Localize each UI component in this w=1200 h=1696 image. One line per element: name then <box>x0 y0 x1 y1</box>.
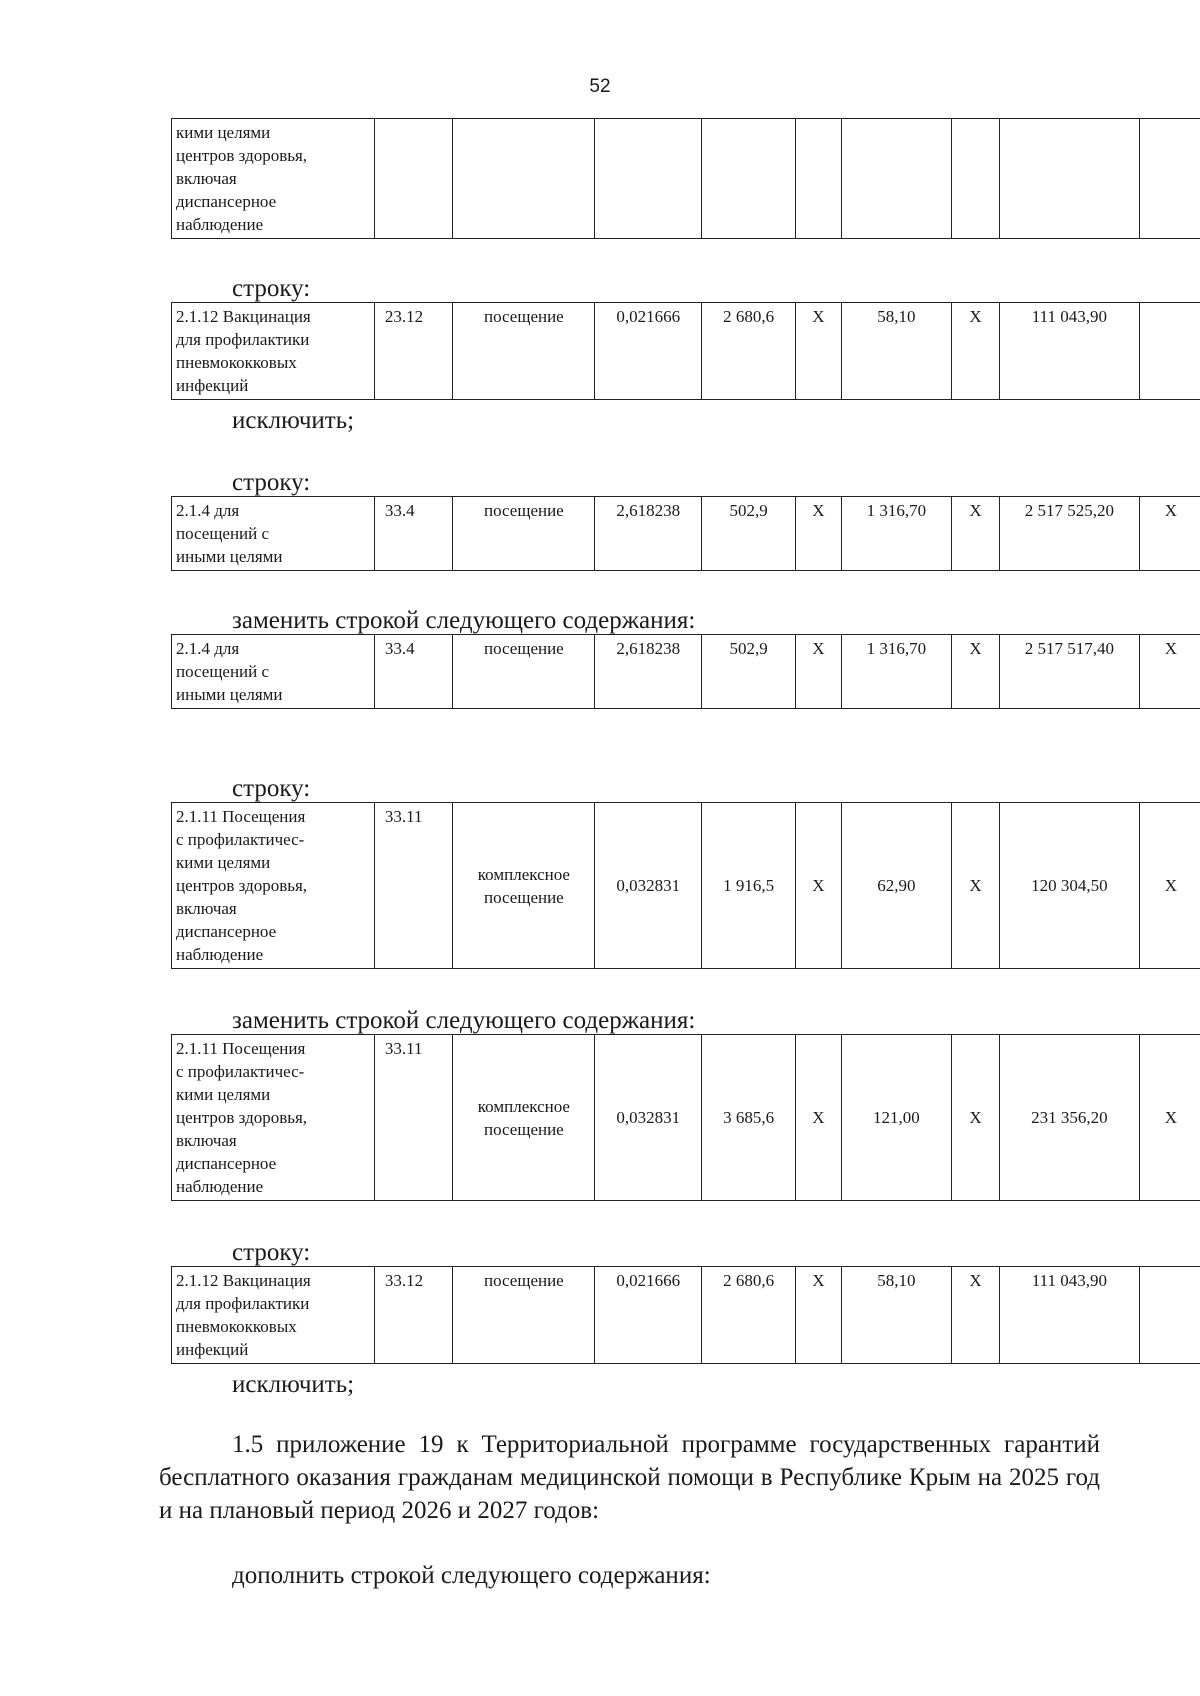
x-cell: X <box>796 1267 842 1364</box>
x-cell <box>796 119 842 239</box>
unit-cell: посещение <box>453 1267 595 1364</box>
table-row <box>172 119 1200 239</box>
table-continuation <box>171 118 1200 239</box>
service-name-cell: 2.1.12 Вакцинация для профилактики пневмококковых инфекций <box>172 303 375 400</box>
instruction-label: строку: <box>232 775 311 802</box>
norm-cell: 0,032831 <box>595 1035 702 1201</box>
norm-cell <box>595 119 702 239</box>
cost-cell: 2 680,6 <box>702 303 796 400</box>
norm-cell: 2,618238 <box>595 497 702 571</box>
total-cell <box>1000 119 1140 239</box>
table-row <box>172 303 1200 400</box>
code-cell: 33.4 <box>374 635 453 709</box>
x-cell: X <box>952 303 1000 400</box>
table-row <box>172 1035 1200 1201</box>
unit-cell: посещение <box>453 635 595 709</box>
table-row <box>172 803 1200 969</box>
x-cell: X <box>796 635 842 709</box>
per-capita-cell: 58,10 <box>841 303 951 400</box>
total-cell: 2 517 525,20 <box>1000 497 1140 571</box>
exclude-label: исключить; <box>232 1371 355 1398</box>
code-cell: 33.11 <box>374 1035 453 1201</box>
x-cell: X <box>796 497 842 571</box>
total-cell: 111 043,90 <box>1000 1267 1140 1364</box>
final-instruction: дополнить строкой следующего содержания: <box>232 1562 711 1589</box>
x-cell <box>952 119 1000 239</box>
norm-cell: 0,021666 <box>595 303 702 400</box>
table-vaccination-33-12 <box>171 1266 1200 1364</box>
table-visits-33-4-old <box>171 496 1200 571</box>
service-name-cell: 2.1.4 для посещений с иными целями <box>172 497 375 571</box>
cost-cell: 502,9 <box>702 497 796 571</box>
table-preventive-visits-33-11-new <box>171 1034 1200 1201</box>
cost-cell: 502,9 <box>702 635 796 709</box>
total-cell: 120 304,50 <box>1000 803 1140 969</box>
instruction-label: заменить строкой следующего содержания: <box>232 607 696 634</box>
x-cell: X <box>952 635 1000 709</box>
x-cell: X <box>1139 497 1200 571</box>
table-row <box>172 497 1200 571</box>
norm-cell: 0,021666 <box>595 1267 702 1364</box>
unit-cell: посещение <box>453 303 595 400</box>
instruction-label: заменить строкой следующего содержания: <box>232 1007 696 1034</box>
x-cell: X <box>952 497 1000 571</box>
x-cell: X <box>1139 803 1200 969</box>
cost-cell <box>702 119 796 239</box>
table-preventive-visits-33-11-old <box>171 802 1200 969</box>
per-capita-cell: 62,90 <box>841 803 951 969</box>
unit-cell: посещение <box>453 497 595 571</box>
table-visits-33-4-new <box>171 634 1200 709</box>
per-capita-cell: 121,00 <box>841 1035 951 1201</box>
unit-cell <box>453 119 595 239</box>
per-capita-cell: 1 316,70 <box>841 635 951 709</box>
x-cell: X <box>1139 635 1200 709</box>
x-cell: X <box>952 1035 1000 1201</box>
paragraph-text: 1.5 приложение 19 к Территориальной программе государственных гарантий бесплатного оказания гражданам медицинской помощи в Республике Крым на 2025 год и на плановый период 2026 и 2027 годов: <box>159 1431 1100 1524</box>
service-name-cell: 2.1.12 Вакцинация для профилактики пневмококковых инфекций <box>172 1267 375 1364</box>
x-cell: X <box>796 1035 842 1201</box>
code-cell <box>374 119 453 239</box>
x-cell <box>1139 1267 1200 1364</box>
code-cell: 33.12 <box>374 1267 453 1364</box>
instruction-label: строку: <box>232 275 311 302</box>
total-cell: 2 517 517,40 <box>1000 635 1140 709</box>
code-cell: 23.12 <box>374 303 453 400</box>
per-capita-cell: 58,10 <box>841 1267 951 1364</box>
instruction-label: строку: <box>232 1239 311 1266</box>
section-paragraph <box>159 1428 1100 1527</box>
total-cell: 111 043,90 <box>1000 303 1140 400</box>
table-row <box>172 1267 1200 1364</box>
norm-cell: 2,618238 <box>595 635 702 709</box>
table-vaccination-23-12 <box>171 302 1200 400</box>
cost-cell: 2 680,6 <box>702 1267 796 1364</box>
x-cell <box>1139 119 1200 239</box>
unit-cell: комплексное посещение <box>453 1035 595 1201</box>
service-name-cell: 2.1.11 Посещения с профилактичес- кими целями центров здоровья, включая диспансерное наблюдение <box>172 1035 375 1201</box>
cost-cell: 1 916,5 <box>702 803 796 969</box>
per-capita-cell <box>841 119 951 239</box>
instruction-label: строку: <box>232 469 311 496</box>
x-cell <box>1139 303 1200 400</box>
x-cell: X <box>952 1267 1000 1364</box>
service-name-cell: кими целями центров здоровья, включая диспансерное наблюдение <box>172 119 375 239</box>
x-cell: X <box>796 803 842 969</box>
page-number: 52 <box>589 76 611 97</box>
code-cell: 33.11 <box>374 803 453 969</box>
service-name-cell: 2.1.4 для посещений с иными целями <box>172 635 375 709</box>
x-cell: X <box>796 303 842 400</box>
norm-cell: 0,032831 <box>595 803 702 969</box>
cost-cell: 3 685,6 <box>702 1035 796 1201</box>
per-capita-cell: 1 316,70 <box>841 497 951 571</box>
exclude-label: исключить; <box>232 407 355 434</box>
x-cell: X <box>1139 1035 1200 1201</box>
code-cell: 33.4 <box>374 497 453 571</box>
total-cell: 231 356,20 <box>1000 1035 1140 1201</box>
table-row <box>172 635 1200 709</box>
x-cell: X <box>952 803 1000 969</box>
unit-cell: комплексное посещение <box>453 803 595 969</box>
service-name-cell: 2.1.11 Посещения с профилактичес- кими целями центров здоровья, включая диспансерное наблюдение <box>172 803 375 969</box>
